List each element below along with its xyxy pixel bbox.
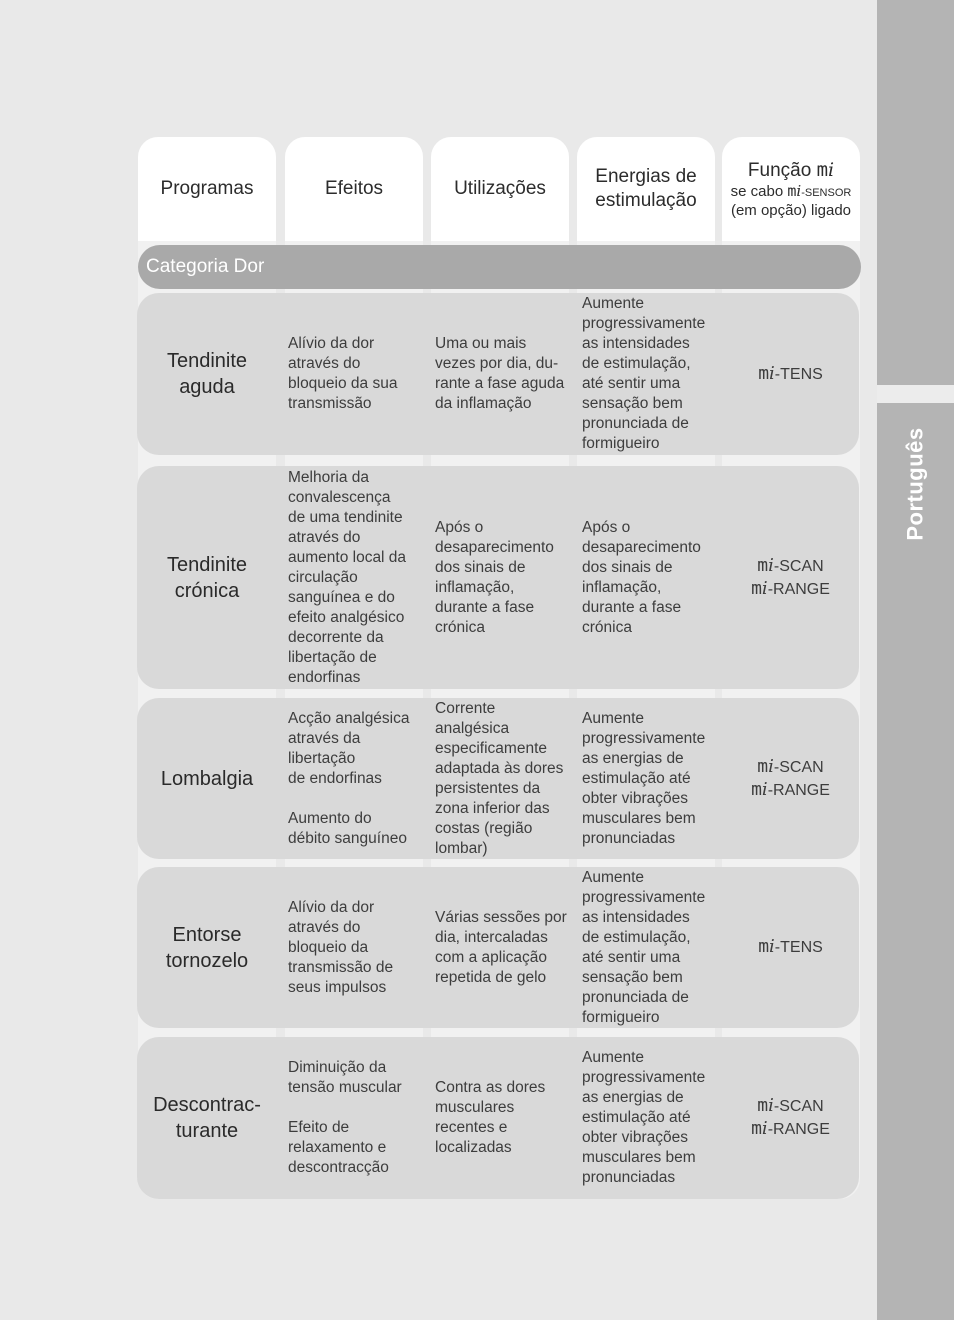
usage-cell-text: Corrente analgésica especificamente adaptada às dores persistentes da zona inferior das costas (região lombar) bbox=[435, 699, 564, 857]
usage-cell bbox=[431, 293, 571, 455]
header-funcao-line1 bbox=[748, 159, 834, 182]
header-funcao-sensor: -SENSOR bbox=[801, 186, 852, 199]
function-cell bbox=[722, 466, 859, 689]
program-name-cell bbox=[137, 867, 277, 1028]
mi-logo: mi bbox=[757, 1095, 774, 1116]
header-energias bbox=[577, 137, 715, 241]
effects-cell-text: Acção analgésica através da libertação de endorfinas Aumento do débito sanguíneo bbox=[288, 709, 410, 847]
header-efeitos-label: Efeitos bbox=[324, 178, 384, 199]
function-mode bbox=[758, 363, 823, 386]
program-name-cell bbox=[137, 466, 277, 689]
function-mode-label: -TENS bbox=[774, 939, 823, 956]
usage-cell bbox=[431, 466, 571, 689]
usage-cell bbox=[431, 1037, 571, 1199]
effects-cell bbox=[284, 293, 424, 455]
usage-cell-text: Contra as dores musculares recentes e localizadas bbox=[435, 1079, 546, 1156]
language-tab-label: Português bbox=[902, 427, 928, 541]
mi-logo: mi bbox=[758, 936, 775, 957]
effects-cell bbox=[284, 466, 424, 689]
energy-cell-text: Aumente progressivamente as energias de estimulação até obter vibrações musculares bem pronunciadas bbox=[582, 709, 706, 847]
energy-cell-text: Aumente progressivamente as intensidades de estimulação, até sentir uma sensação bem pronunciada de formigueiro bbox=[582, 868, 706, 1026]
function-mode bbox=[757, 756, 823, 779]
function-mode-label: -RANGE bbox=[767, 781, 830, 799]
energy-cell bbox=[578, 293, 718, 455]
function-mode bbox=[757, 1095, 823, 1118]
header-programas-label: Programas bbox=[160, 178, 254, 199]
header-utilizacoes-label: Utilizações bbox=[454, 178, 546, 199]
effects-cell-text: Alívio da dor através do bloqueio da transmissão de seus impulsos bbox=[288, 898, 394, 996]
header-funcao-line2 bbox=[731, 182, 852, 202]
mi-logo: mi bbox=[816, 158, 835, 181]
usage-cell-text: Várias sessões por dia, intercaladas com a aplicação repetida de gelo bbox=[435, 908, 567, 986]
mi-logo: mi bbox=[757, 554, 774, 576]
function-mode-label: -RANGE bbox=[767, 1121, 830, 1138]
program-name-cell-text: Entorse tornozelo bbox=[165, 923, 249, 972]
header-efeitos bbox=[285, 137, 423, 241]
mi-logo: mi bbox=[787, 181, 802, 200]
header-programas bbox=[138, 137, 276, 241]
mi-logo: mi bbox=[751, 577, 768, 599]
energy-cell bbox=[578, 1037, 718, 1199]
function-cell bbox=[722, 293, 859, 455]
energy-cell-text: Aumente progressivamente as intensidades de estimulação, até sentir uma sensação bem pronunciada de formigueiro bbox=[582, 295, 706, 452]
side-tab-divider bbox=[877, 385, 954, 403]
effects-cell bbox=[284, 867, 424, 1028]
effects-cell-text: Melhoria da convalescença de uma tendinite através do aumento local da circulação sanguínea e do efeito analgésico decorrente da libertação de endorfinas bbox=[288, 468, 407, 686]
energy-cell bbox=[578, 698, 718, 859]
program-name-cell-text: Tendinite crónica bbox=[166, 553, 248, 602]
function-cell bbox=[722, 1037, 859, 1199]
function-mode-label: -RANGE bbox=[767, 580, 830, 598]
function-mode-label: -TENS bbox=[774, 365, 823, 383]
usage-cell-text: Uma ou mais vezes por dia, du- rante a fase aguda da inflamação bbox=[435, 335, 565, 412]
function-mode bbox=[757, 555, 823, 578]
header-energias-label: Energias de estimulação bbox=[595, 166, 697, 211]
category-label: Categoria Dor bbox=[146, 256, 265, 277]
function-mode-label: -SCAN bbox=[773, 557, 824, 575]
language-tab[interactable] bbox=[877, 404, 954, 564]
usage-cell bbox=[431, 698, 571, 859]
program-name-cell bbox=[137, 698, 277, 859]
language-side-tab bbox=[877, 0, 954, 1320]
program-name-cell bbox=[137, 1037, 277, 1199]
program-name-cell-text: Lombalgia bbox=[160, 767, 254, 790]
function-mode-label: -SCAN bbox=[773, 758, 824, 776]
function-cell bbox=[722, 698, 859, 859]
usage-cell bbox=[431, 867, 571, 1028]
mi-logo: mi bbox=[758, 362, 775, 384]
header-utilizacoes bbox=[431, 137, 569, 241]
effects-cell-text: Diminuição da tensão muscular Efeito de relaxamento e descontracção bbox=[288, 1059, 402, 1176]
header-funcao-line3: (em opção) ligado bbox=[730, 201, 852, 219]
function-cell bbox=[722, 867, 859, 1028]
energy-cell bbox=[578, 867, 718, 1028]
energy-cell-text: Aumente progressivamente as energias de estimulação até obter vibrações musculares bem pronunciadas bbox=[582, 1049, 706, 1186]
header-funcao bbox=[722, 137, 860, 241]
header-funcao-cabo: se cabo bbox=[730, 182, 784, 200]
effects-cell bbox=[284, 1037, 424, 1199]
mi-logo: mi bbox=[751, 778, 768, 800]
energy-cell-text: Após o desaparecimento dos sinais de inflamação, durante a fase crónica bbox=[582, 518, 701, 636]
function-mode bbox=[751, 779, 830, 802]
program-name-cell bbox=[137, 293, 277, 455]
mi-logo: mi bbox=[751, 1118, 768, 1139]
program-name-cell-text: Tendinite aguda bbox=[166, 350, 248, 398]
function-mode bbox=[751, 578, 830, 601]
category-bar bbox=[138, 245, 861, 289]
effects-cell bbox=[284, 698, 424, 859]
usage-cell-text: Após o desaparecimento dos sinais de inflamação, durante a fase crónica bbox=[435, 518, 554, 636]
effects-cell-text: Alívio da dor através do bloqueio da sua transmissão bbox=[288, 335, 398, 412]
program-name-cell-text: Descontrac- turante bbox=[153, 1094, 261, 1142]
function-mode bbox=[758, 936, 823, 959]
function-mode-label: -SCAN bbox=[773, 1098, 824, 1115]
mi-logo: mi bbox=[757, 755, 774, 777]
function-mode bbox=[751, 1118, 830, 1141]
header-funcao-text: Função bbox=[747, 159, 812, 181]
energy-cell bbox=[578, 466, 718, 689]
